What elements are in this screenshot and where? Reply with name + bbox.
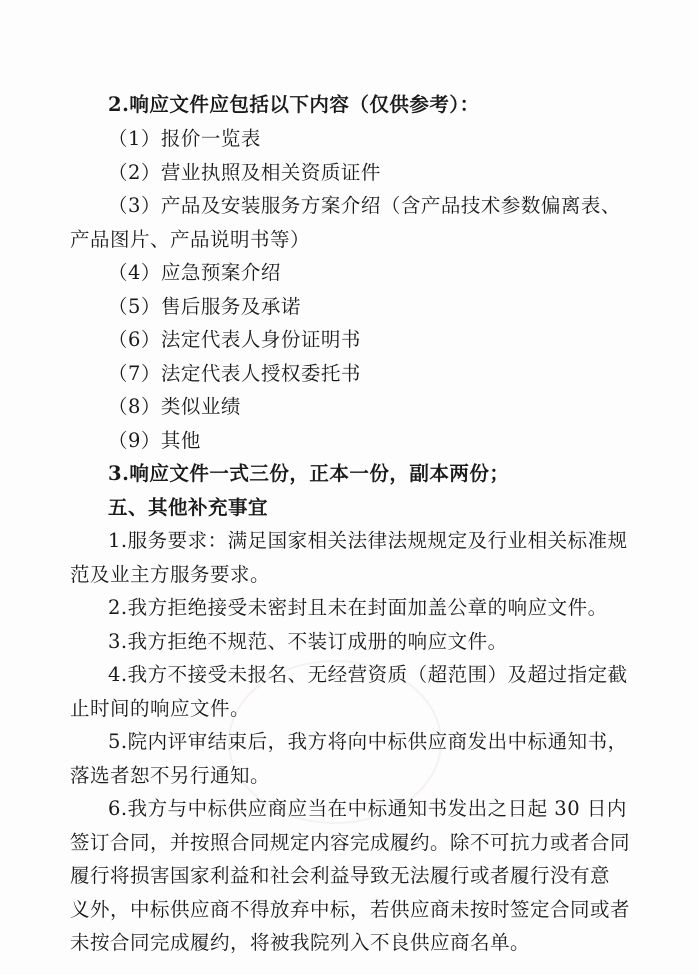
paragraph-line: 4.我方不接受未报名、无经营资质（超范围）及超过指定截 bbox=[108, 663, 628, 686]
paragraph-line: 止时间的响应文件。 bbox=[70, 697, 251, 720]
response-contents-heading: 2.响应文件应包括以下内容（仅供参考）： bbox=[108, 93, 480, 116]
paragraph-line: 落选者恕不另行通知。 bbox=[70, 764, 271, 787]
list-item: （1）报价一览表 bbox=[108, 127, 261, 150]
paragraph-line: 2.我方拒绝接受未密封且未在封面加盖公章的响应文件。 bbox=[108, 596, 608, 619]
paragraph-line: 1.服务要求：满足国家相关法律法规规定及行业相关标准规 bbox=[108, 529, 628, 552]
copies-note: 3.响应文件一式三份，正本一份，副本两份； bbox=[108, 462, 510, 485]
list-item: （8）类似业绩 bbox=[108, 395, 241, 418]
list-item: （3）产品及安装服务方案介绍（含产品技术参数偏离表、 bbox=[108, 194, 621, 217]
list-item-continuation: 产品图片、产品说明书等） bbox=[70, 228, 311, 251]
paragraph-line: 范及业主方服务要求。 bbox=[70, 563, 271, 586]
paragraph-line: 6.我方与中标供应商应当在中标通知书发出之日起 30 日内 bbox=[108, 797, 627, 820]
list-item: （2）营业执照及相关资质证件 bbox=[108, 161, 381, 184]
paragraph-line: 签订合同，并按照合同规定内容完成履约。除不可抗力或者合同 bbox=[70, 831, 631, 854]
other-matters-heading: 五、其他补充事宜 bbox=[108, 496, 269, 519]
paragraph-line: 3.我方拒绝不规范、不装订成册的响应文件。 bbox=[108, 630, 508, 653]
list-item: （6）法定代表人身份证明书 bbox=[108, 328, 361, 351]
paragraph-line: 履行将损害国家利益和社会利益导致无法履行或者履行没有意 bbox=[70, 864, 611, 887]
list-item: （7）法定代表人授权委托书 bbox=[108, 362, 361, 385]
paragraph-line: 义外，中标供应商不得放弃中标，若供应商未按时签定合同或者 bbox=[70, 898, 631, 921]
paragraph-line: 5.院内评审结束后，我方将向中标供应商发出中标通知书， bbox=[108, 730, 628, 753]
list-item: （5）售后服务及承诺 bbox=[108, 295, 301, 318]
list-item: （4）应急预案介绍 bbox=[108, 261, 281, 284]
paragraph-line: 未按合同完成履约，将被我院列入不良供应商名单。 bbox=[70, 931, 531, 954]
list-item: （9）其他 bbox=[108, 429, 201, 452]
